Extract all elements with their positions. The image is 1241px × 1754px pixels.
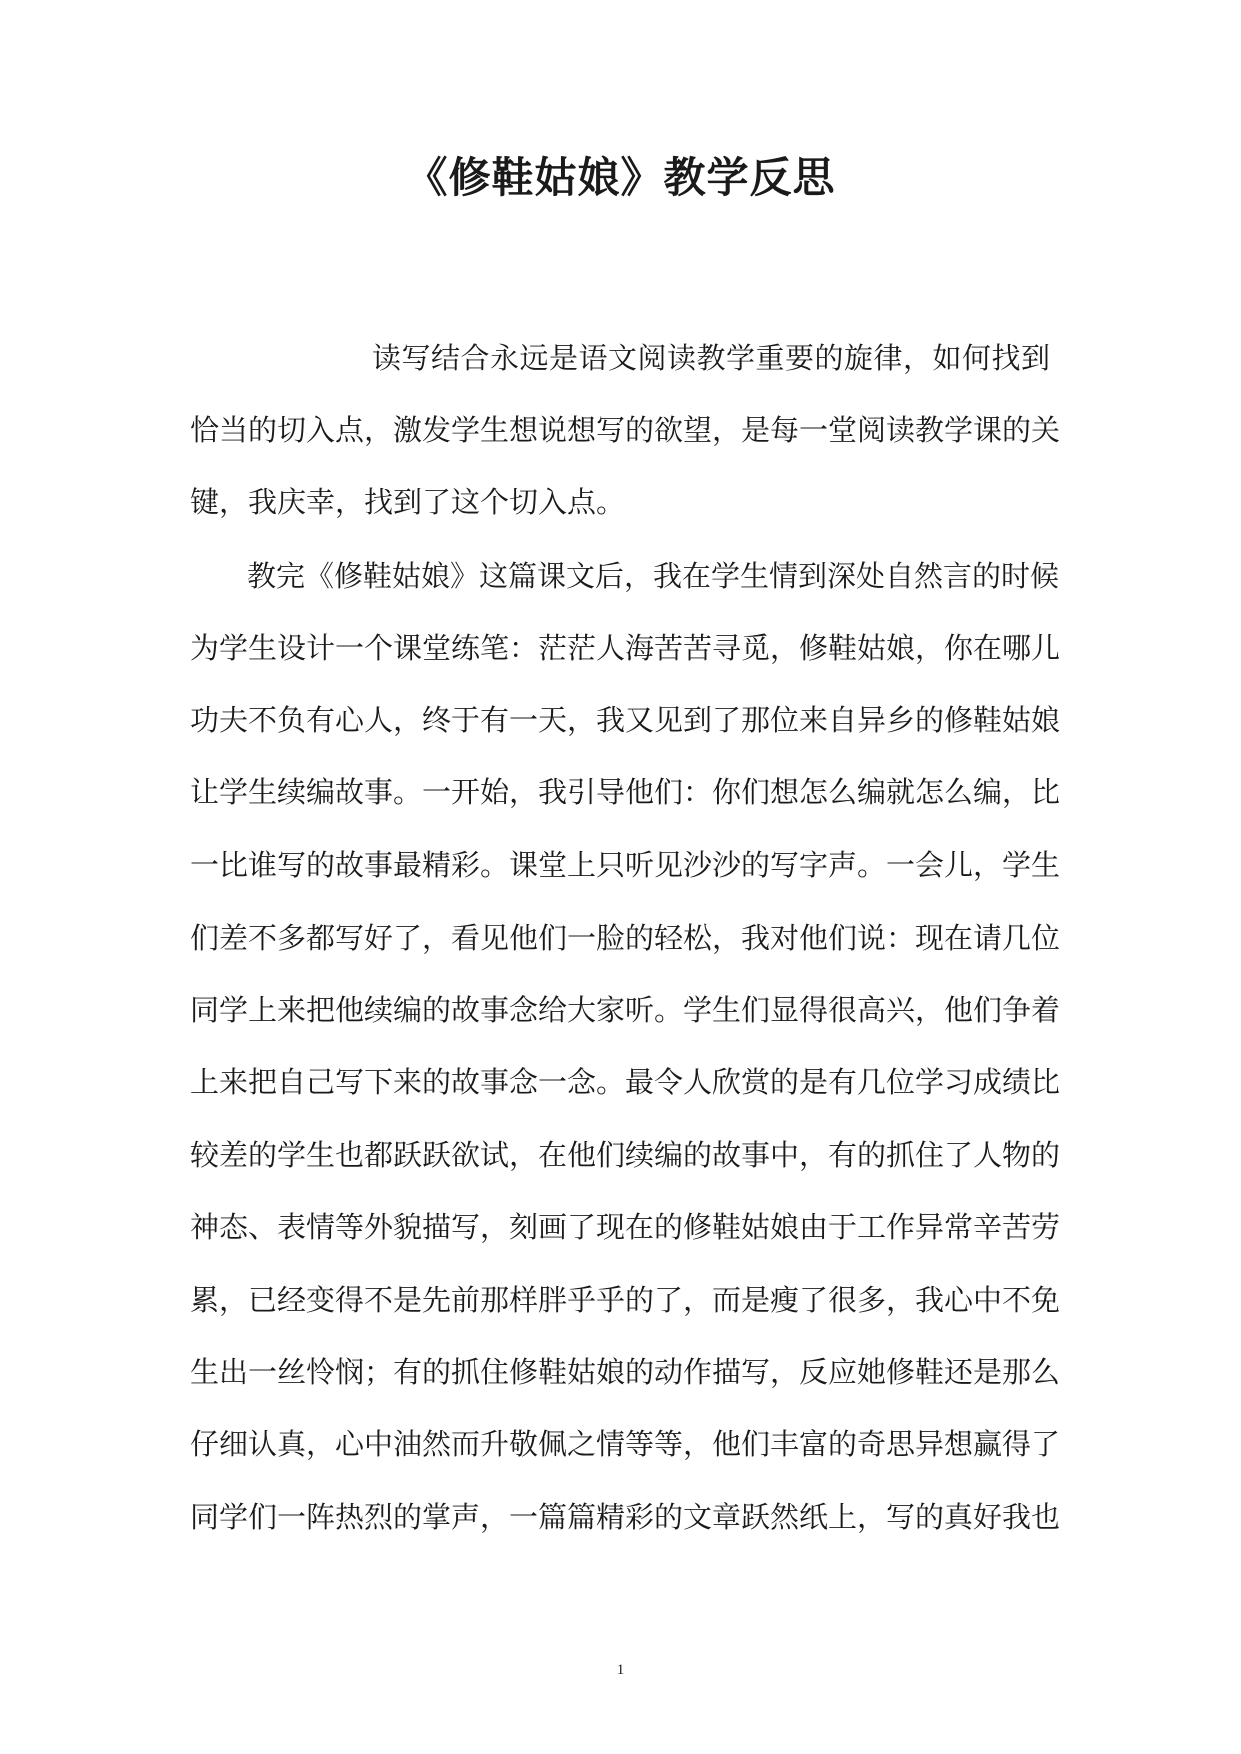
- paragraph-2-line: 一比谁写的故事最精彩。课堂上只听见沙沙的写字声。一会儿，学生: [190, 848, 1061, 882]
- paragraph-2-line: 同学上来把他续编的故事念给大家听。学生们显得很高兴，他们争着: [190, 993, 1061, 1027]
- paragraph-1-line: 恰当的切入点，激发学生想说想写的欲望，是每一堂阅读教学课的关: [190, 413, 1061, 447]
- document-title: 《修鞋姑娘》教学反思: [405, 153, 836, 202]
- paragraph-2-line: 功夫不负有心人，终于有一天，我又见到了那位来自异乡的修鞋姑娘: [190, 703, 1061, 737]
- paragraph-2-line: 为学生设计一个课堂练笔：茫茫人海苦苦寻觅，修鞋姑娘，你在哪儿: [190, 631, 1061, 665]
- paragraph-2-line: 们差不多都写好了，看见他们一脸的轻松，我对他们说：现在请几位: [190, 921, 1061, 955]
- paragraph-2-line: 较差的学生也都跃跃欲试，在他们续编的故事中，有的抓住了人物的: [190, 1138, 1061, 1172]
- paragraph-2-line: 生出一丝怜悯；有的抓住修鞋姑娘的动作描写，反应她修鞋还是那么: [190, 1355, 1061, 1389]
- paragraph-1-line: 键，我庆幸，找到了这个切入点。: [190, 485, 626, 519]
- paragraph-1-line: 读写结合永远是语文阅读教学重要的旋律，如何找到: [372, 341, 1050, 375]
- paragraph-2-line: 仔细认真，心中油然而升敬佩之情等等，他们丰富的奇思异想赢得了: [190, 1427, 1061, 1461]
- paragraph-2-line: 同学们一阵热烈的掌声，一篇篇精彩的文章跃然纸上，写的真好我也: [190, 1500, 1061, 1534]
- paragraph-2-line: 上来把自己写下来的故事念一念。最令人欣赏的是有几位学习成绩比: [190, 1065, 1061, 1099]
- paragraph-2-line: 让学生续编故事。一开始，我引导他们：你们想怎么编就怎么编，比: [190, 775, 1061, 809]
- paragraph-2-line: 累，已经变得不是先前那样胖乎乎的了，而是瘦了很多，我心中不免: [190, 1283, 1061, 1317]
- paragraph-2-line: 教完《修鞋姑娘》这篇课文后，我在学生情到深处自然言的时候: [247, 559, 1060, 593]
- paragraph-2-line: 神态、表情等外貌描写，刻画了现在的修鞋姑娘由于工作异常辛苦劳: [190, 1210, 1061, 1244]
- page-number: 1: [616, 1662, 625, 1678]
